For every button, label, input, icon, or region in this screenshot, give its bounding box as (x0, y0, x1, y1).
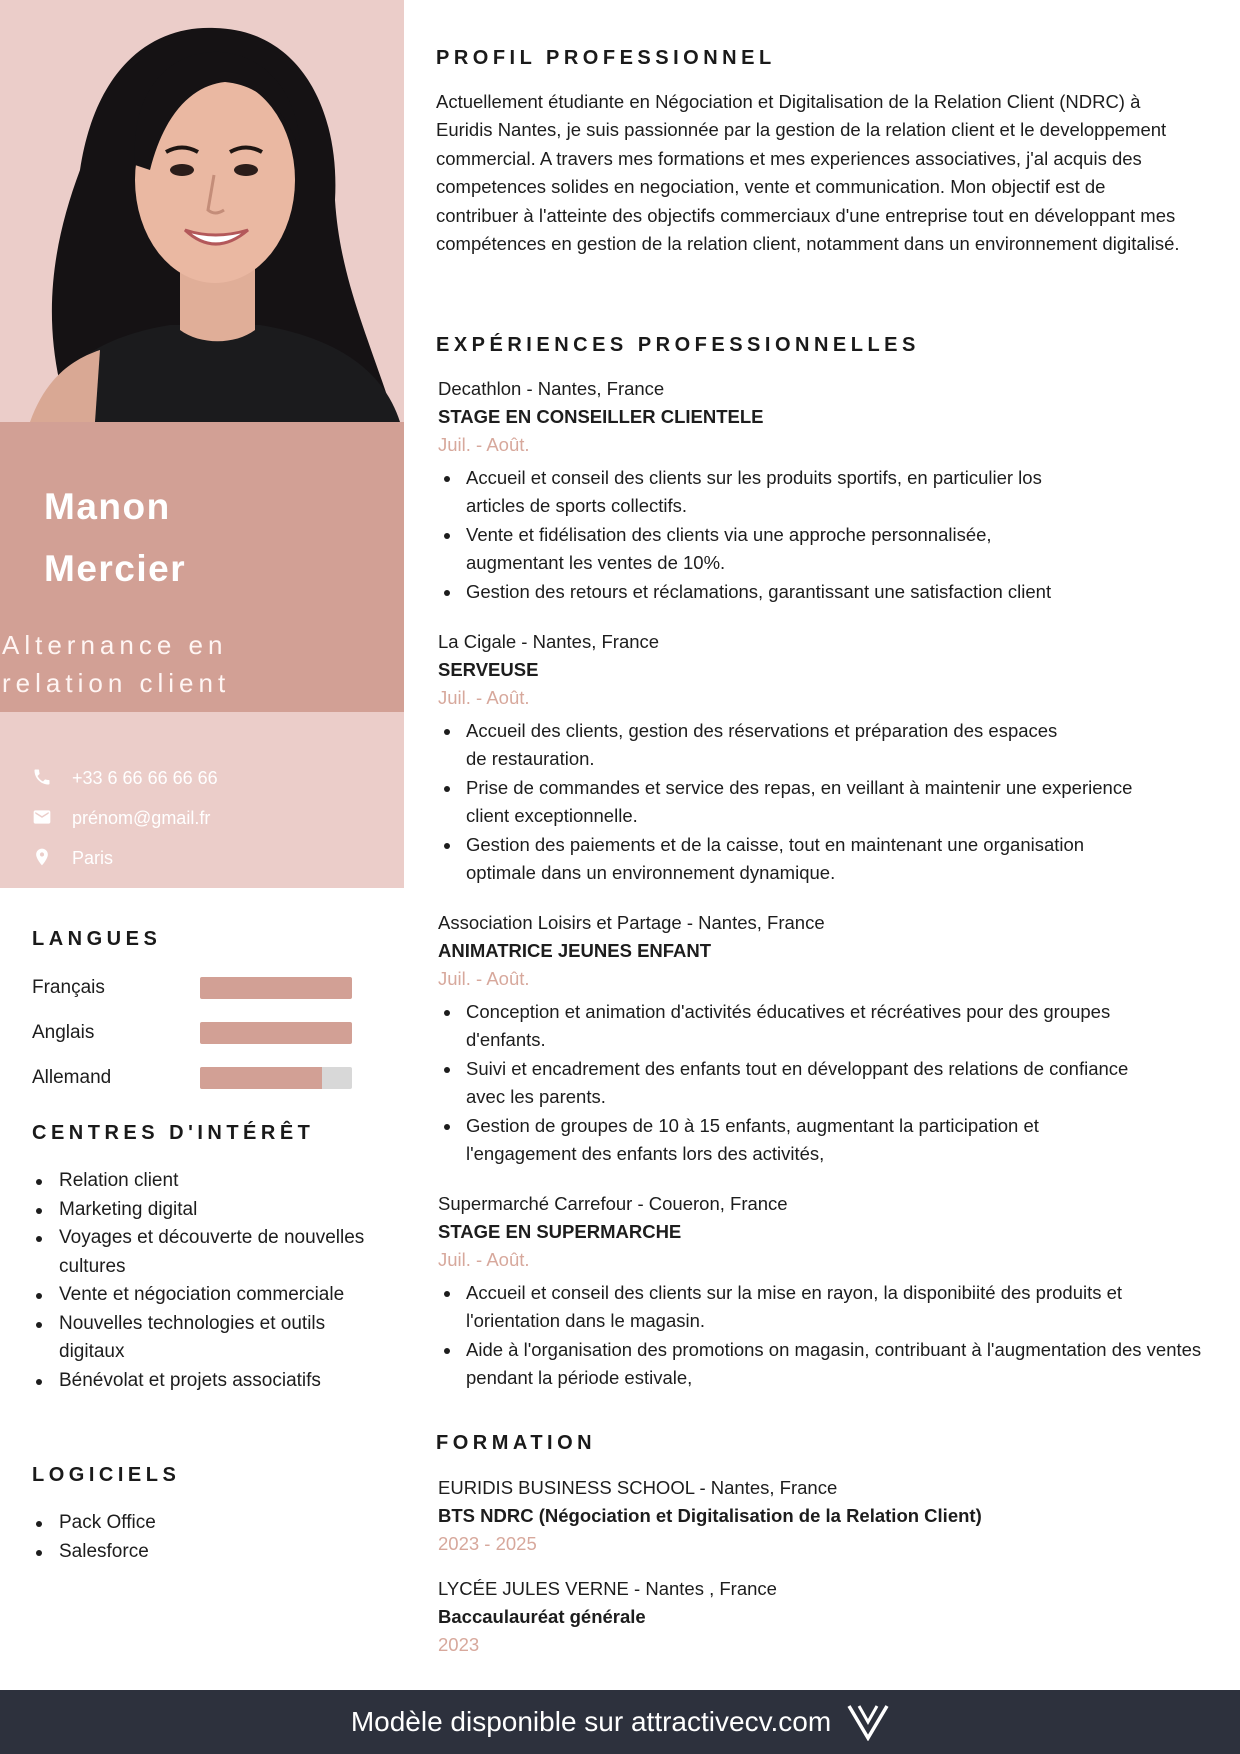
education-entry (438, 1474, 1228, 1563)
interests-title: CENTRES D'INTÉRÊT (32, 1122, 315, 1144)
date: Juil. - Août. (438, 687, 530, 708)
list-item: Conception et animation d'activités éducatives et récréatives pour des groupes d'enfants. (438, 998, 1148, 1055)
bullet-list (438, 1279, 1228, 1393)
interests-section (32, 1122, 372, 1395)
footer-text: Modèle disponible sur attractivecv.com (350, 1706, 832, 1737)
list-item: Accueil des clients, gestion des réservations et préparation des espaces de restauration. (438, 717, 1078, 774)
software-title: LOGICIELS (32, 1464, 181, 1486)
list-item: Pack Office (32, 1509, 372, 1538)
bullet-list (438, 717, 1228, 887)
interests-list (32, 1167, 372, 1395)
language-name: Français (32, 976, 105, 998)
degree: Baccaulauréat générale (438, 1606, 646, 1627)
education-title: FORMATION (436, 1432, 597, 1454)
date: Juil. - Août. (438, 434, 530, 455)
company: La Cigale - Nantes, France (438, 631, 660, 652)
language-level-fill (200, 1067, 322, 1089)
list-item: Salesforce (32, 1538, 372, 1567)
contact-location (0, 838, 404, 878)
profile-photo (0, 0, 404, 422)
experience-title: EXPÉRIENCES PROFESSIONNELLES (436, 334, 920, 356)
location-pin-icon (32, 847, 54, 869)
phone-number: +33 6 66 66 66 66 (72, 767, 218, 788)
language-row (32, 1010, 372, 1055)
language-name: Allemand (32, 1066, 112, 1088)
list-item: Prise de commandes et service des repas, en veillant à maintenir une experience client exceptionnelle. (438, 774, 1138, 831)
language-level-bar (200, 1067, 352, 1089)
experience-entry (438, 1190, 1228, 1393)
attractivecv-v-logo-icon (847, 1703, 889, 1741)
languages-section (32, 928, 372, 1100)
email-icon (32, 807, 54, 829)
role: STAGE EN CONSEILLER CLIENTELE (438, 406, 764, 427)
list-item: Nouvelles technologies et outils digitaux (32, 1310, 372, 1367)
education-entry (438, 1575, 1228, 1664)
role: ANIMATRICE JEUNES ENFANT (438, 940, 712, 961)
date: Juil. - Août. (438, 968, 530, 989)
experience-entry (438, 375, 1228, 606)
languages-title: LANGUES (32, 928, 162, 950)
list-item: Aide à l'organisation des promotions on magasin, contribuant à l'augmentation des ventes pendant la période estivale, (438, 1336, 1228, 1393)
email-address: prénom@gmail.fr (72, 807, 211, 828)
languages-list (32, 965, 372, 1100)
list-item: Gestion des paiements et de la caisse, tout en maintenant une organisation optimale dans un environnement dynamique. (438, 831, 1088, 888)
list-item: Accueil et conseil des clients sur la mise en rayon, la disponibiité des produits et l'orientation dans le magasin. (438, 1279, 1138, 1336)
degree: BTS NDRC (Négociation et Digitalisation de la Relation Client) (438, 1505, 982, 1526)
role: STAGE EN SUPERMARCHE (438, 1221, 682, 1242)
job-title-line-2: relation client (2, 668, 231, 698)
role: SERVEUSE (438, 659, 539, 680)
experience-entry (438, 909, 1228, 1168)
phone-icon (32, 767, 54, 789)
software-list (32, 1509, 372, 1566)
list-item: Accueil et conseil des clients sur les produits sportifs, en particulier los articles de sports collectifs. (438, 464, 1088, 521)
profile-text: Actuellement étudiante en Négociation et Digitalisation de la Relation Client (NDRC) à Euridis Nantes, je suis passionnée par la gestion de la relation client et le developpement commercial. A travers mes formations et mes experiences associatives, j'al acquis des competences solides en negociation, vente et communication. Mon objectif est de contribuer à l'atteinte des objectifs commerciaux d'une entreprise tout en développant mes compétences en gestion de la relation client, notamment dans un environnement digitalisé. (436, 91, 1180, 255)
list-item: Gestion de groupes de 10 à 15 enfants, augmentant la participation et l'engagement des enfants lors des activités, (438, 1112, 1138, 1169)
company: Supermarché Carrefour - Coueron, France (438, 1193, 788, 1214)
school: EURIDIS BUSINESS SCHOOL - Nantes, France (438, 1477, 838, 1498)
list-item: Marketing digital (32, 1196, 372, 1225)
location-text: Paris (72, 847, 114, 868)
language-name: Anglais (32, 1021, 95, 1043)
job-title-line-1: Alternance en (2, 630, 228, 660)
bullet-list (438, 998, 1228, 1168)
contact-email[interactable] (0, 798, 404, 838)
bullet-list (438, 464, 1228, 606)
first-name: Manon (44, 486, 171, 527)
list-item: Suivi et encadrement des enfants tout en développant des relations de confiance avec les parents. (438, 1055, 1158, 1112)
last-name: Mercier (44, 548, 187, 589)
list-item: Vente et négociation commerciale (32, 1281, 372, 1310)
list-item: Vente et fidélisation des clients via une approche personnalisée, augmentant les ventes de 10%. (438, 521, 1078, 578)
name-banner (0, 422, 404, 712)
portrait-illustration (0, 0, 404, 422)
date: Juil. - Août. (438, 1249, 530, 1270)
language-row (32, 1055, 372, 1100)
language-level-fill (200, 977, 352, 999)
language-row (32, 965, 372, 1010)
list-item: Gestion des retours et réclamations, garantissant une satisfaction client (438, 578, 1228, 606)
language-level-fill (200, 1022, 352, 1044)
contact-block (0, 712, 404, 888)
date: 2023 - 2025 (438, 1533, 537, 1554)
experience-entry (438, 628, 1228, 887)
list-item: Voyages et découverte de nouvelles cultures (32, 1224, 372, 1281)
sidebar (0, 0, 404, 1690)
footer-banner[interactable] (0, 1690, 1240, 1754)
date: 2023 (438, 1634, 480, 1655)
company: Association Loisirs et Partage - Nantes, France (438, 912, 825, 933)
language-level-bar (200, 977, 352, 999)
list-item: Relation client (32, 1167, 372, 1196)
software-section (32, 1464, 372, 1566)
contact-phone[interactable] (0, 758, 404, 798)
school: LYCÉE JULES VERNE - Nantes , France (438, 1578, 777, 1599)
language-level-bar (200, 1022, 352, 1044)
profile-title: PROFIL PROFESSIONNEL (436, 47, 776, 69)
company: Decathlon - Nantes, France (438, 378, 665, 399)
list-item: Bénévolat et projets associatifs (32, 1367, 372, 1396)
